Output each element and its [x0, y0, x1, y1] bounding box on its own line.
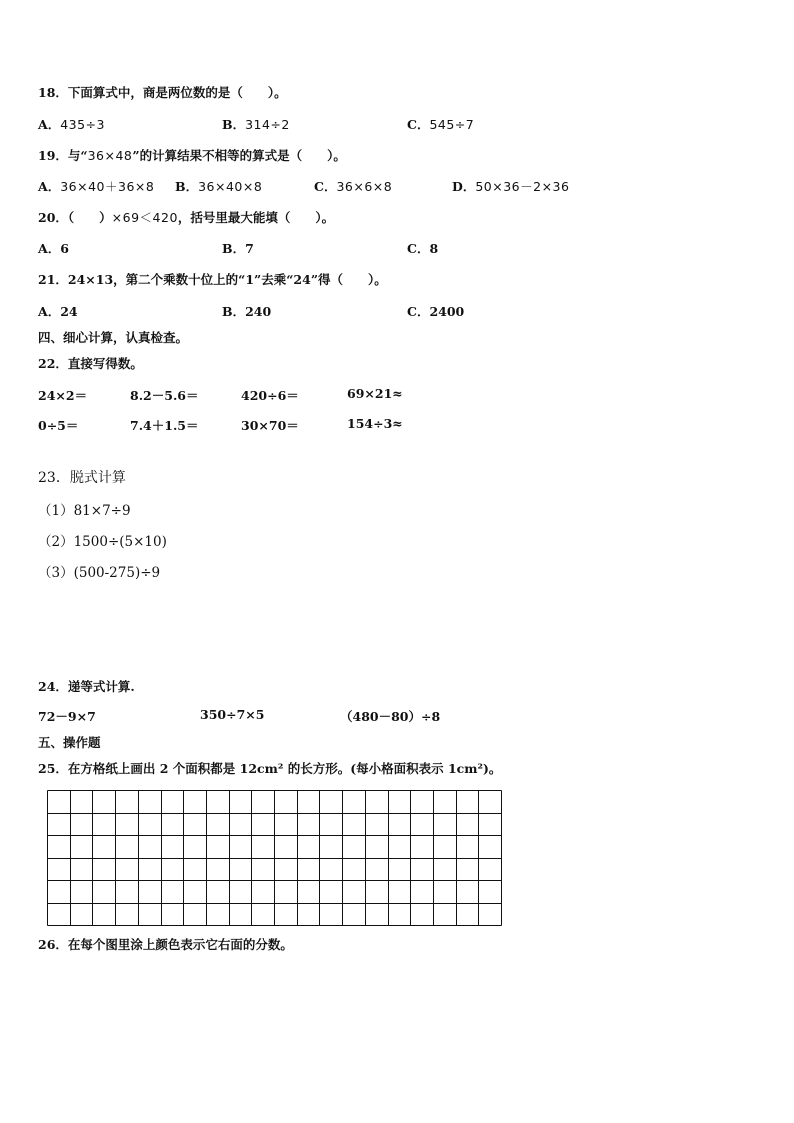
q22-item: 420÷6＝ [241, 388, 299, 403]
stem-suffix: ”的计算结果不相等的算式是（ ）。 [132, 148, 346, 163]
option-text: 50×36－2×36 [475, 179, 570, 194]
option-letter: B． [222, 304, 246, 319]
option-letter: B． [222, 241, 246, 256]
option-text: 36×40×8 [198, 179, 263, 194]
q22-item: 69×21≈ [347, 386, 403, 401]
q22-stem: 22．直接写得数。 [38, 356, 143, 371]
option-text: 24 [60, 304, 78, 319]
q24-item: 72－9×7 [38, 709, 96, 724]
q22-item: 7.4＋1.5＝ [130, 418, 199, 433]
option-letter: C． [407, 241, 430, 256]
option-letter: A． [38, 304, 61, 319]
q24-stem: 24．递等式计算. [38, 679, 135, 694]
q20-option-a [38, 239, 69, 257]
option-letter: C． [314, 179, 337, 194]
option-letter: A． [38, 179, 61, 194]
q24-item: 350÷7×5 [200, 707, 265, 722]
q20-stem [38, 208, 334, 226]
q24-item: （480－80）÷8 [340, 709, 441, 724]
q25-stem: 25．在方格纸上画出 2 个面积都是 12cm² 的长方形。(每小格面积表示 1cm²)。 [38, 761, 502, 776]
q22-item: 8.2－5.6＝ [130, 388, 199, 403]
option-letter: C． [407, 304, 430, 319]
option-text: 545÷7 [429, 117, 475, 132]
q19-option-d [452, 177, 569, 195]
option-text: 36×6×8 [336, 179, 393, 194]
q19-option-a [38, 177, 154, 195]
q22-item: 154÷3≈ [347, 416, 403, 431]
option-text: 8 [429, 241, 439, 256]
section-5-heading: 五、操作题 [38, 735, 101, 750]
q20-option-b [222, 239, 254, 257]
option-text: 435÷3 [60, 117, 105, 132]
option-text: 314÷2 [245, 117, 290, 132]
q21-option-b [222, 302, 271, 320]
q23-item: （1）81×7÷9 [38, 503, 131, 519]
stem-suffix: ，括号里最大能填（ ）。 [177, 210, 335, 225]
q18-option-a [38, 115, 105, 133]
q18-option-b [222, 115, 290, 133]
q20-option-c [407, 239, 438, 257]
option-letter: B． [222, 117, 246, 132]
q23-item: （2）1500÷(5×10) [38, 534, 167, 550]
option-letter: A． [38, 117, 61, 132]
stem-prefix: 20．（ ） [38, 210, 112, 225]
section-4-heading: 四、细心计算，认真检查。 [38, 330, 189, 345]
q22-item: 24×2＝ [38, 388, 88, 403]
option-letter: B． [175, 179, 199, 194]
option-letter: C． [407, 117, 430, 132]
option-text: 240 [245, 304, 272, 319]
q19-option-b [175, 177, 262, 195]
stem-prefix: 19．与“ [38, 148, 88, 163]
q21-option-c [407, 302, 464, 320]
q18-stem: 18．下面算式中，商是两位数的是（ ）。 [38, 85, 287, 100]
q23-stem: 23．脱式计算 [38, 470, 126, 486]
option-letter: D． [452, 179, 476, 194]
stem-expression: 36×48 [87, 148, 133, 163]
option-text: 6 [60, 241, 69, 256]
q23-item: （3）(500-275)÷9 [38, 565, 161, 581]
q19-option-c [314, 177, 392, 195]
q19-stem [38, 146, 346, 164]
q22-item: 30×70＝ [241, 418, 299, 433]
q22-item: 0÷5＝ [38, 418, 79, 433]
option-letter: A． [38, 241, 61, 256]
stem-expression: ×69＜420 [111, 210, 178, 225]
option-text: 7 [245, 241, 254, 256]
q21-stem: 21．24×13，第二个乘数十位上的“1”去乘“24”得（ ）。 [38, 272, 387, 287]
q26-stem: 26．在每个图里涂上颜色表示它右面的分数。 [38, 937, 293, 952]
option-text: 36×40＋36×8 [60, 179, 155, 194]
q18-option-c [407, 115, 474, 133]
square-grid-paper [47, 790, 503, 927]
option-text: 2400 [429, 304, 465, 319]
q21-option-a [38, 302, 78, 320]
